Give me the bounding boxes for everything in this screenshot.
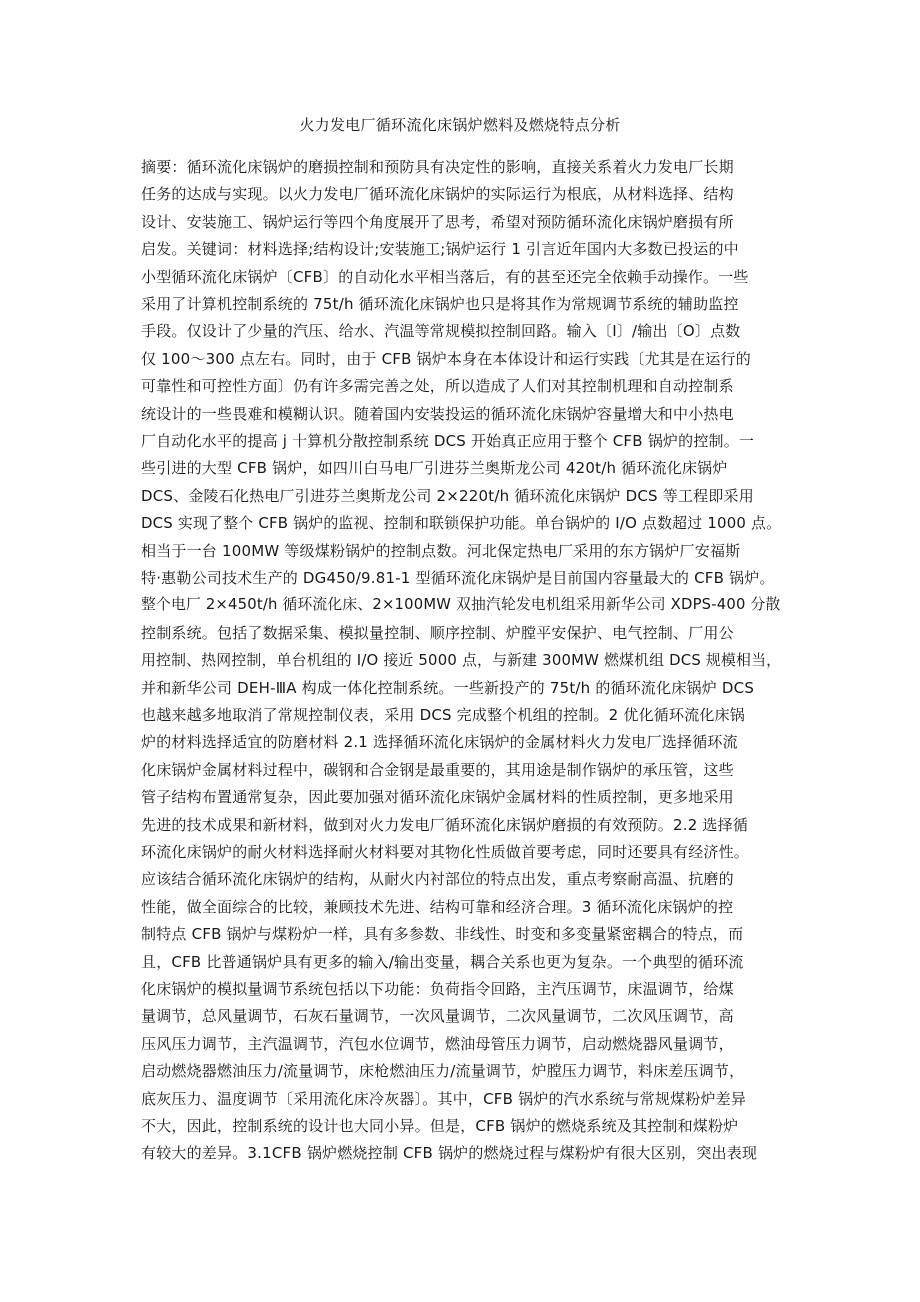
body-line: DCS、金陵石化热电厂引进芬兰奥斯龙公司 2×220t/h 循环流化床锅炉 DCS 等工程即采用 <box>141 486 754 505</box>
body-line: 任务的达成与实现。以火力发电厂循环流化床锅炉的实际运行为根底，从材料选择、结构 <box>141 185 734 204</box>
body-line: DCS 实现了整个 CFB 锅炉的监视、控制和联锁保护功能。单台锅炉的 I/O 点数超过 1000 点。 <box>141 514 782 533</box>
body-line: 压风压力调节，主汽温调节，汽包水位调节，燃油母管压力调节，启动燃烧器风量调节， <box>141 1034 734 1053</box>
body-line: 管子结构布置通常复杂，因此要加强对循环流化床锅炉金属材料的性质控制，更多地采用 <box>141 788 734 807</box>
body-line: 性能，做全面综合的比较，兼顾技术先进、结构可靠和经济合理。3 循环流化床锅炉的控 <box>141 897 734 916</box>
body-line: 有较大的差异。3.1CFB 锅炉燃烧控制 CFB 锅炉的燃烧过程与煤粉炉有很大区别，突出表现 <box>141 1144 758 1163</box>
body-line: 不大，因此，控制系统的设计也大同小异。但是，CFB 锅炉的燃烧系统及其控制和煤粉炉 <box>141 1117 739 1135</box>
body-line: 仅 100～300 点左右。同时，由于 CFB 锅炉本身在本体设计和运行实践〔尤其是在运行的 <box>141 349 751 368</box>
body-line: 先进的技术成果和新材料，做到对火力发电厂循环流化床锅炉磨损的有效预防。2.2 选择循 <box>141 815 749 834</box>
body-line: 底灰压力、温度调节〔采用流化床冷灰器〕。其中，CFB 锅炉的汽水系统与常规煤粉炉差异 <box>141 1089 747 1108</box>
body-line: 小型循环流化床锅炉〔CFB〕的自动化水平相当落后，有的甚至还完全依赖手动操作。一些 <box>141 267 749 286</box>
body-line: 制特点 CFB 锅炉与煤粉炉一样，具有多参数、非线性、时变和多变量紧密耦合的特点，而 <box>141 925 744 944</box>
body-line: 化床锅炉金属材料过程中，碳钢和合金钢是最重要的，其用途是制作锅炉的承压管，这些 <box>141 760 734 779</box>
body-line: 量调节，总风量调节，石灰石量调节，一次风量调节，二次风量调节，二次风压调节，高 <box>141 1007 734 1026</box>
body-line: 环流化床锅炉的耐火材料选择耐火材料要对其物化性质做首要考虑，同时还要具有经济性。 <box>141 843 750 861</box>
body-line: 手段。仅设计了少量的汽压、给水、汽温等常规模拟控制回路。输入〔I〕/输出〔O〕点数 <box>141 322 741 341</box>
body-line: 化床锅炉的模拟量调节系统包括以下功能：负荷指令回路，主汽压调节，床温调节，给煤 <box>141 980 734 998</box>
document-title: 火力发电厂循环流化床锅炉燃料及燃烧特点分析 <box>299 116 621 134</box>
body-line: 启发。关键词：材料选择;结构设计;安装施工;锅炉运行 1 引言近年国内大多数已投运的中 <box>141 240 739 259</box>
body-line: 采用了计算机控制系统的 75t/h 循环流化床锅炉也只是将其作为常规调节系统的辅助监控 <box>141 295 739 313</box>
body-line: 特·惠勒公司技术生产的 DG450/9.81-1 型循环流化床锅炉是目前国内容量最大的 CFB 锅炉。 <box>141 569 775 587</box>
body-line: 炉的材料选择适宜的防磨材料 2.1 选择循环流化床锅炉的金属材料火力发电厂选择循环流 <box>141 733 738 752</box>
body-line: 些引进的大型 CFB 锅炉，如四川白马电厂引进芬兰奥斯龙公司 420t/h 循环流化床锅炉 <box>141 459 728 478</box>
body-line: 控制系统。包括了数据采集、模拟量控制、顺序控制、炉膛平安保护、电气控制、厂用公 <box>141 623 734 642</box>
body-line: 可靠性和可控性方面〕仍有许多需完善之处，所以造成了人们对其控制机理和自动控制系 <box>141 377 734 396</box>
body-line: 且，CFB 比普通锅炉具有更多的输入/输出变量，耦合关系也更为复杂。一个典型的循环流 <box>141 952 744 971</box>
body-line: 应该结合循环流化床锅炉的结构，从耐火内衬部位的特点出发，重点考察耐高温、抗磨的 <box>141 870 734 889</box>
body-line: 厂自动化水平的提高 j 十算机分散控制系统 DCS 开始真正应用于整个 CFB 锅炉的控制。一 <box>141 432 755 450</box>
body-line: 整个电厂 2×450t/h 循环流化床、2×100MW 双抽汽轮发电机组采用新华公司 XDPS-400 分散 <box>141 596 781 614</box>
body-line: 也越来越多地取消了常规控制仪表，采用 DCS 完成整个机组的控制。2 优化循环流化床锅 <box>141 706 745 724</box>
body-line: 设计、安装施工、锅炉运行等四个角度展开了思考，希望对预防循环流化床锅炉磨损有所 <box>141 212 734 231</box>
body-line: 启动燃烧器燃油压力/流量调节，床枪燃油压力/流量调节，炉膛压力调节，料床差压调节， <box>141 1062 745 1081</box>
body-line: 相当于一台 100MW 等级煤粉锅炉的控制点数。河北保定热电厂采用的东方锅炉厂安福斯 <box>141 541 741 560</box>
body-line: 并和新华公司 DEH-ⅢA 构成一体化控制系统。一些新投产的 75t/h 的循环流化床锅炉 DCS <box>141 678 755 697</box>
body-line: 摘要：循环流化床锅炉的磨损控制和预防具有决定性的影响，直接关系着火力发电厂长期 <box>141 158 734 176</box>
body-line: 统设计的一些畏难和模糊认识。随着国内安装投运的循环流化床锅炉容量增大和中小热电 <box>141 404 734 423</box>
body-line: 用控制、热网控制，单台机组的 I/O 接近 5000 点，与新建 300MW 燃煤机组 DCS 规模相当， <box>141 651 782 670</box>
